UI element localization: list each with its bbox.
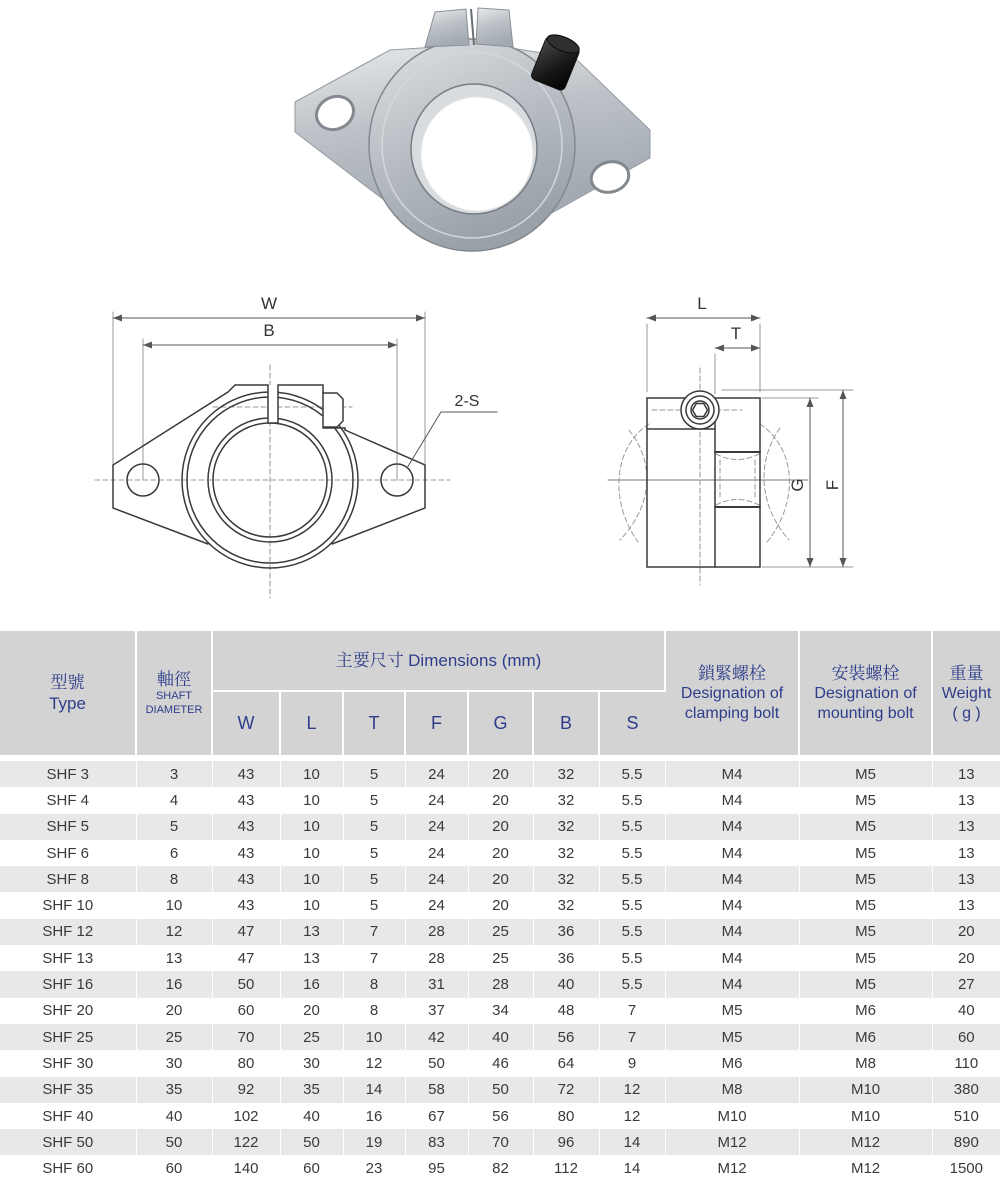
table-cell: M8 (799, 1050, 932, 1076)
table-cell: 7 (343, 919, 405, 945)
table-cell: 16 (280, 971, 343, 997)
table-cell: M5 (799, 814, 932, 840)
table-cell: 5.5 (599, 892, 665, 918)
dim-label-w: W (260, 294, 278, 313)
table-cell: 1500 (949, 1160, 983, 1178)
table-cell: 13 (280, 945, 343, 971)
front-wing-left (113, 385, 235, 544)
dim-label-l: L (697, 294, 707, 313)
table-cell: M10 (799, 1103, 932, 1129)
table-cell: 43 (212, 840, 280, 866)
table-cell: 32 (533, 866, 599, 892)
table-cell: SHF 35 (0, 1077, 136, 1103)
table-cell: 10 (280, 892, 343, 918)
table-cell: M8 (665, 1077, 799, 1103)
dimension-arrows (647, 315, 847, 568)
header-dim-w: W (212, 691, 280, 755)
front-clamp-bolt (323, 393, 343, 427)
table-cell: 16 (136, 971, 212, 997)
table-row (0, 998, 1000, 1024)
header-shaft-en: SHAFT DIAMETER (145, 690, 203, 716)
table-row (0, 945, 1000, 971)
table-cell: 60 (280, 1155, 343, 1180)
table-cell: M12 (665, 1129, 799, 1155)
header-mounting-bolt (799, 631, 932, 755)
table-cell: M5 (799, 892, 932, 918)
table-cell: 40 (136, 1103, 212, 1129)
table-cell: M4 (665, 761, 799, 787)
table-cell: 5 (343, 866, 405, 892)
table-cell: 70 (468, 1129, 533, 1155)
table-cell: M12 (799, 1129, 932, 1155)
table-cell: 43 (212, 787, 280, 813)
clamp-lug-right (476, 8, 513, 47)
table-cell: M4 (665, 840, 799, 866)
header-dim-t: T (343, 691, 405, 755)
table-row (0, 814, 1000, 840)
table-cell: 50 (212, 971, 280, 997)
side-bolt-head (681, 391, 719, 429)
table-cell: 13 (957, 897, 975, 915)
table-cell: 60 (212, 998, 280, 1024)
table-cell: SHF 40 (0, 1103, 136, 1129)
table-cell: 20 (468, 866, 533, 892)
table-cell: 32 (533, 814, 599, 840)
table-cell: 50 (136, 1129, 212, 1155)
table-cell: 47 (212, 945, 280, 971)
table-cell: 72 (533, 1077, 599, 1103)
table-cell: 37 (405, 998, 468, 1024)
table-cell: 112 (533, 1155, 599, 1180)
table-cell: 890 (953, 1133, 979, 1151)
table-cell: 10 (280, 840, 343, 866)
table-cell: 32 (533, 787, 599, 813)
header-dim-b: B (533, 691, 599, 755)
table-cell: 19 (343, 1129, 405, 1155)
spec-table-body (0, 755, 1000, 1180)
spec-table-header (0, 631, 1000, 755)
header-clamping-en: Designation of clamping bolt (680, 685, 784, 722)
table-cell: M4 (665, 892, 799, 918)
header-dim-g: G (468, 691, 533, 755)
table-cell: 20 (136, 998, 212, 1024)
table-cell: 40 (280, 1103, 343, 1129)
table-cell: 8 (343, 998, 405, 1024)
table-cell: 110 (954, 1054, 979, 1072)
table-cell: 36 (533, 945, 599, 971)
table-cell: 50 (405, 1050, 468, 1076)
table-cell: 28 (405, 945, 468, 971)
table-cell: 24 (405, 892, 468, 918)
table-cell: 80 (533, 1103, 599, 1129)
table-cell: 8 (343, 971, 405, 997)
table-cell: M5 (799, 919, 932, 945)
header-weight (932, 631, 1000, 755)
table-cell: M5 (799, 971, 932, 997)
table-cell: 5.5 (599, 840, 665, 866)
table-cell: 35 (280, 1077, 343, 1103)
table-cell: 28 (405, 919, 468, 945)
table-cell: 80 (212, 1050, 280, 1076)
table-cell: 32 (533, 840, 599, 866)
table-row (0, 1103, 1000, 1129)
table-cell: 10 (280, 761, 343, 787)
table-cell: 12 (343, 1050, 405, 1076)
table-cell: M5 (665, 998, 799, 1024)
table-cell: 43 (212, 892, 280, 918)
leader-line-2s (407, 412, 497, 468)
table-cell: 20 (468, 814, 533, 840)
front-view-drawing (95, 294, 497, 598)
table-cell: M10 (665, 1103, 799, 1129)
table-cell: 3 (136, 761, 212, 787)
table-cell: SHF 5 (0, 814, 136, 840)
table-cell: 5.5 (599, 814, 665, 840)
table-cell: 10 (343, 1024, 405, 1050)
table-cell: 12 (136, 919, 212, 945)
table-cell: 5.5 (599, 971, 665, 997)
table-row (0, 919, 1000, 945)
table-cell: 20 (957, 923, 975, 941)
table-cell: 7 (599, 1024, 665, 1050)
table-cell: 60 (957, 1028, 975, 1046)
table-cell: 122 (212, 1129, 280, 1155)
table-cell: 5 (136, 814, 212, 840)
table-cell: M6 (665, 1050, 799, 1076)
table-cell: 30 (280, 1050, 343, 1076)
clamp-slot-gap (268, 385, 278, 423)
table-cell: 8 (136, 866, 212, 892)
table-cell: M5 (799, 866, 932, 892)
table-cell: 32 (533, 892, 599, 918)
table-cell: 25 (468, 919, 533, 945)
table-cell: 5 (343, 761, 405, 787)
header-weight-unit: ( g ) (952, 704, 981, 722)
table-cell: 92 (212, 1077, 280, 1103)
technical-drawings (0, 278, 1000, 628)
table-cell: SHF 12 (0, 919, 136, 945)
table-cell: 25 (468, 945, 533, 971)
table-cell: 5 (343, 787, 405, 813)
table-cell: 50 (468, 1077, 533, 1103)
table-cell: 31 (405, 971, 468, 997)
table-cell: 13 (957, 818, 975, 836)
table-cell: 7 (599, 998, 665, 1024)
table-cell: M4 (665, 866, 799, 892)
table-cell: 32 (533, 761, 599, 787)
spec-table (0, 631, 1000, 1180)
table-cell: 13 (957, 844, 975, 862)
table-row (0, 866, 1000, 892)
table-row (0, 892, 1000, 918)
table-cell: 10 (136, 892, 212, 918)
header-type-en: Type (49, 694, 86, 713)
header-shaft-diameter (136, 631, 212, 755)
header-dimensions (212, 631, 665, 691)
table-cell: 20 (468, 840, 533, 866)
table-cell: 5.5 (599, 919, 665, 945)
header-dim-l: L (280, 691, 343, 755)
table-cell: SHF 60 (0, 1155, 136, 1180)
table-cell: SHF 4 (0, 787, 136, 813)
table-cell: M4 (665, 919, 799, 945)
table-cell: M12 (799, 1155, 932, 1180)
table-cell: 83 (405, 1129, 468, 1155)
table-cell: 20 (280, 998, 343, 1024)
table-cell: 30 (136, 1050, 212, 1076)
table-cell: 46 (468, 1050, 533, 1076)
table-cell: 67 (405, 1103, 468, 1129)
header-mounting-zh: 安裝螺栓 (831, 664, 900, 684)
table-cell: 12 (599, 1103, 665, 1129)
clamp-lug-left (425, 9, 469, 47)
header-dims-en: Dimensions (mm) (408, 650, 542, 670)
shaft-break-left (619, 424, 649, 542)
table-cell: 34 (468, 998, 533, 1024)
table-cell: 13 (957, 765, 975, 783)
table-cell: 6 (136, 840, 212, 866)
table-cell: 40 (468, 1024, 533, 1050)
table-cell: M6 (799, 1024, 932, 1050)
table-cell: 50 (280, 1129, 343, 1155)
table-cell: 16 (343, 1103, 405, 1129)
dim-label-b: B (263, 321, 275, 340)
table-cell: 9 (599, 1050, 665, 1076)
thread-chamfer-top (716, 454, 759, 460)
table-cell: 5 (343, 840, 405, 866)
table-cell: 82 (468, 1155, 533, 1180)
table-cell: 510 (953, 1107, 979, 1125)
table-row (0, 1024, 1000, 1050)
table-cell: 70 (212, 1024, 280, 1050)
table-cell: 43 (212, 761, 280, 787)
header-dim-f: F (405, 691, 468, 755)
table-cell: 140 (212, 1155, 280, 1180)
header-weight-zh: 重量 (949, 664, 984, 684)
table-cell: M4 (665, 787, 799, 813)
table-cell: 96 (533, 1129, 599, 1155)
table-cell: M4 (665, 945, 799, 971)
table-cell: 12 (599, 1077, 665, 1103)
table-cell: 20 (468, 787, 533, 813)
table-cell: 7 (343, 945, 405, 971)
table-cell: SHF 30 (0, 1050, 136, 1076)
table-cell: 5.5 (599, 761, 665, 787)
table-cell: 24 (405, 814, 468, 840)
table-cell: SHF 6 (0, 840, 136, 866)
table-cell: M4 (665, 971, 799, 997)
table-cell: 5 (343, 814, 405, 840)
header-dims-zh: 主要尺寸 (335, 650, 404, 670)
table-cell: M6 (799, 998, 932, 1024)
table-cell: 28 (468, 971, 533, 997)
table-cell: 40 (957, 1002, 975, 1020)
table-cell: 43 (212, 866, 280, 892)
table-row (0, 787, 1000, 813)
table-cell: 20 (957, 949, 975, 967)
table-cell: 10 (280, 787, 343, 813)
table-cell: M10 (799, 1077, 932, 1103)
table-cell: 14 (599, 1155, 665, 1180)
table-cell: 56 (468, 1103, 533, 1129)
table-cell: SHF 25 (0, 1024, 136, 1050)
table-cell: 20 (468, 892, 533, 918)
table-cell: M5 (799, 945, 932, 971)
table-cell: 40 (533, 971, 599, 997)
table-cell: M12 (665, 1155, 799, 1180)
table-cell: 13 (136, 945, 212, 971)
table-cell: SHF 16 (0, 971, 136, 997)
table-cell: 5 (343, 892, 405, 918)
table-cell: 14 (343, 1077, 405, 1103)
table-cell: 380 (953, 1081, 979, 1099)
table-cell: 13 (957, 791, 975, 809)
table-cell: 20 (468, 761, 533, 787)
table-cell: SHF 10 (0, 892, 136, 918)
table-cell: 23 (343, 1155, 405, 1180)
header-shaft-zh: 軸徑 (157, 670, 191, 690)
product-photo (245, 0, 755, 275)
thread-chamfer-bottom (716, 500, 759, 506)
table-cell: 25 (136, 1024, 212, 1050)
table-row (0, 1050, 1000, 1076)
header-type (0, 631, 136, 755)
table-row (0, 1155, 1000, 1180)
header-weight-en: Weight (941, 685, 992, 703)
table-cell: M4 (665, 814, 799, 840)
table-row (0, 1129, 1000, 1155)
table-cell: 27 (957, 976, 975, 994)
dim-label-f: F (823, 479, 842, 491)
table-cell: 13 (280, 919, 343, 945)
table-cell: 24 (405, 840, 468, 866)
bore-opening (421, 97, 533, 211)
table-cell: 14 (599, 1129, 665, 1155)
table-cell: 5.5 (599, 866, 665, 892)
table-cell: 47 (212, 919, 280, 945)
table-cell: 102 (212, 1103, 280, 1129)
table-cell: 64 (533, 1050, 599, 1076)
table-cell: 60 (136, 1155, 212, 1180)
table-cell: M5 (799, 787, 932, 813)
table-cell: 36 (533, 919, 599, 945)
table-cell: 95 (405, 1155, 468, 1180)
table-cell: 24 (405, 761, 468, 787)
table-cell: 5.5 (599, 787, 665, 813)
table-cell: SHF 8 (0, 866, 136, 892)
dim-label-t: T (730, 324, 742, 343)
table-row (0, 840, 1000, 866)
header-mounting-en: Designation of mounting bolt (814, 685, 917, 722)
header-clamping-zh: 鎖緊螺栓 (698, 664, 767, 684)
table-cell: 48 (533, 998, 599, 1024)
table-cell: M5 (665, 1024, 799, 1050)
header-clamping-bolt (665, 631, 799, 755)
header-type-zh: 型號 (50, 672, 85, 692)
table-cell: SHF 50 (0, 1129, 136, 1155)
table-cell: 43 (212, 814, 280, 840)
table-row (0, 971, 1000, 997)
dim-label-g: G (788, 478, 807, 492)
header-dim-s: S (599, 691, 665, 755)
table-cell: 35 (136, 1077, 212, 1103)
shaft-support-part (295, 8, 650, 251)
table-cell: 5.5 (599, 945, 665, 971)
table-cell: 56 (533, 1024, 599, 1050)
table-cell: M5 (799, 840, 932, 866)
hole-size-label: 2-S (454, 393, 480, 410)
table-cell: 10 (280, 866, 343, 892)
table-cell: 4 (136, 787, 212, 813)
table-cell: 24 (405, 787, 468, 813)
table-cell: SHF 20 (0, 998, 136, 1024)
table-cell: 10 (280, 814, 343, 840)
table-cell: SHF 13 (0, 945, 136, 971)
table-cell: 24 (405, 866, 468, 892)
table-row (0, 761, 1000, 787)
table-cell: 25 (280, 1024, 343, 1050)
table-cell: M5 (799, 761, 932, 787)
side-view-drawing (608, 294, 853, 585)
table-row (0, 1077, 1000, 1103)
table-cell: 13 (957, 870, 975, 888)
table-cell: 58 (405, 1077, 468, 1103)
table-cell: SHF 3 (0, 761, 136, 787)
table-cell: 42 (405, 1024, 468, 1050)
